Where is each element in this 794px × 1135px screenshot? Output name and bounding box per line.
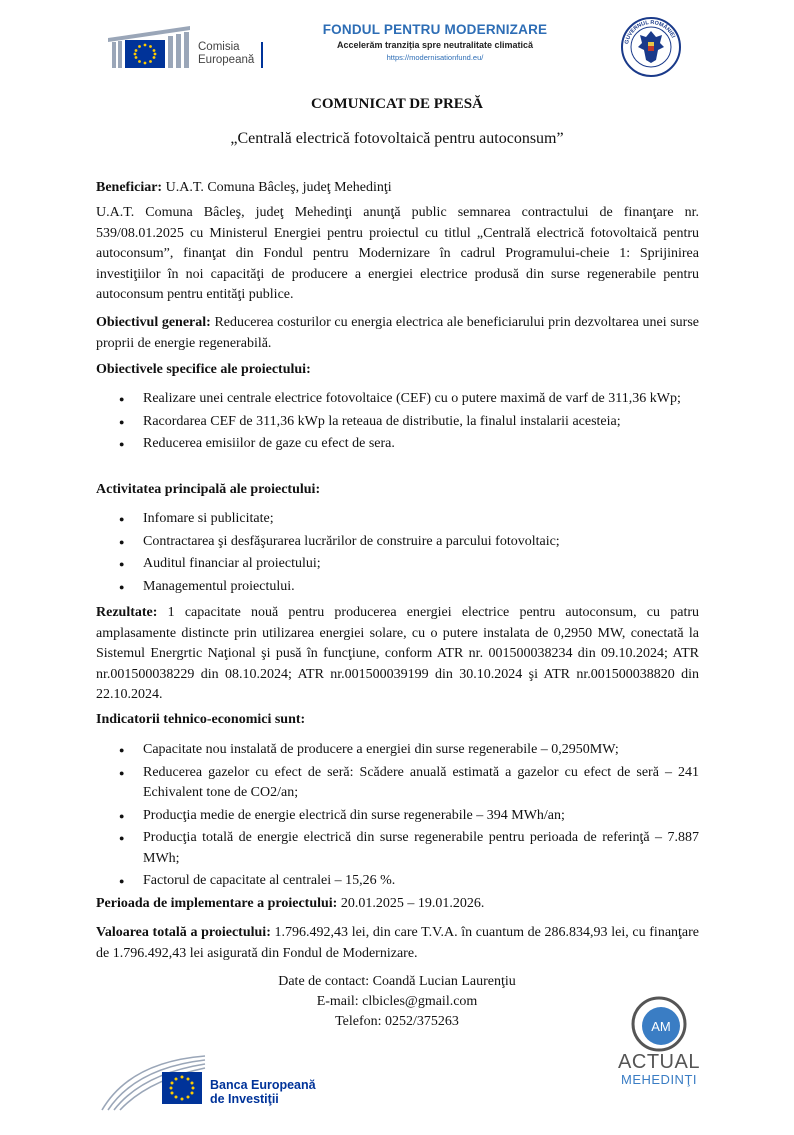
watermark-line2: MEHEDINŢI	[621, 1072, 697, 1087]
eib-logo-line1: Banca Europeană	[210, 1078, 316, 1092]
fund-slogan: Accelerăm tranziția spre neutralitate climatică	[336, 40, 534, 50]
contact-name: Date de contact: Coandă Lucian Laurenţiu	[278, 974, 516, 989]
intro-paragraph: U.A.T. Comuna Bâcleş, judeţ Mehedinţi anunţă public semnarea contractului de finanţare nr. 539/08.01.2025 cu Ministerul Energiei pentru proiectul cu titlul „Centrală electrică fotovoltaică pentru autoconsum”, finanţat din Fondul pentru Modernizare în cadrul Programului-cheie 1: Sprijinirea investiţiilor în noi capacităţi de producere a energiei electrice produsă din surse regenerabile pentru autoconsum pentru entităţi publice.	[96, 205, 699, 302]
indicators-heading: Indicatorii tehnico-economici sunt:	[96, 712, 306, 727]
objective-general-value: Reducerea costurilor cu energia electrica ale beneficiarului prin dezvoltarea unei surse proprii de energie regenerabilă.	[96, 315, 699, 351]
watermark-badge-text: AM	[651, 1019, 671, 1034]
list-item: ● Realizare unei centrale electrice fotovoltaice (CEF) cu o putere maximă de varf de 311,36 kWp;	[96, 389, 699, 410]
government-seal-text	[620, 16, 682, 78]
ec-logo-line1: Comisia	[198, 41, 240, 53]
list-item: ● Reducerea gazelor cu efect de seră: Scădere anuală estimată a gazelor cu efect de seră – 241 Echivalent tone de CO2/an;	[96, 763, 699, 804]
list-item: ● Infomare si publicitate;	[96, 509, 699, 530]
ec-building-icon	[108, 24, 190, 70]
results-value: 1 capacitate nouă pentru producerea energiei electrice pentru autoconsum, cu patru amplasamente distincte prin utilizarea energiei solare, cu o putere instalata de 0,2950 MW, conectată la Sistemul Energrtic Naţional şi pusă în funcţiune, conform ATR nr. 001500038234 din 09.10.2024; ATR nr.001500038229 din 08.10.2024; ATR nr.001500039199 din 30.10.2024 şi ATR nr.001500038820 din 22.10.2024.	[96, 605, 699, 702]
eib-logo	[100, 1052, 340, 1112]
results-paragraph	[96, 603, 699, 706]
svg-text:GUVERNUL ROMÂNIEI	[624, 20, 676, 45]
indicators-list	[96, 740, 699, 894]
implementation-period	[96, 894, 699, 915]
page-subtitle: „Centrală electrică fotovoltaică pentru autoconsum”	[230, 130, 564, 147]
specific-objectives-list	[96, 389, 699, 457]
total-value-paragraph	[96, 923, 699, 964]
list-item: ● Producţia totală de energie electrică din surse regenerabile pentru perioada de referinţă – 7.887 MWh;	[96, 828, 699, 869]
total-value-text: 1.796.492,43 lei, din care T.V.A. în cuantum de 286.834,93 lei, cu finanţare de 1.796.492,43 lei asigurată din Fondul de Modernizare.	[96, 925, 700, 961]
list-item: ● Producţia medie de energie electrică din surse regenerabile – 394 MWh/an;	[96, 806, 699, 827]
list-item: ● Contractarea şi desfăşurarea lucrărilor de construire a parcului fotovoltaic;	[96, 532, 699, 553]
seal-label: GUVERNUL ROMÂNIEI	[624, 19, 676, 45]
list-item: ● Auditul financiar al proiectului;	[96, 554, 699, 575]
contact-email[interactable]: E-mail: clbicles@gmail.com	[316, 994, 478, 1009]
total-value-label: Valoarea totală a proiectului:	[96, 925, 271, 940]
activities-heading: Activitatea principală ale proiectului:	[96, 482, 321, 497]
list-item: ● Capacitate nou instalată de producere a energiei din surse regenerabile – 0,2950MW;	[96, 740, 699, 761]
modernisation-fund-logo	[306, 22, 564, 62]
fund-title: FONDUL PENTRU MODERNIZARE	[322, 22, 548, 37]
objective-general-label: Obiectivul general:	[96, 315, 211, 330]
page-title: COMUNICAT DE PRESĂ	[311, 96, 483, 112]
activities-list	[96, 509, 699, 599]
beneficiar-label: Beneficiar:	[96, 180, 163, 195]
objective-general	[96, 313, 699, 354]
contact-phone: Telefon: 0252/375263	[335, 1014, 459, 1029]
watermark-line1: ACTUAL	[618, 1051, 700, 1073]
list-item: ● Factorul de capacitate al centralei – 15,26 %.	[96, 871, 699, 892]
european-commission-logo	[108, 24, 268, 70]
results-label: Rezultate:	[96, 605, 158, 620]
beneficiar-line	[96, 178, 699, 199]
romanian-government-seal	[620, 16, 682, 78]
list-item: ● Managementul proiectului.	[96, 577, 699, 598]
fund-url: https://modernisationfund.eu/	[386, 53, 484, 62]
eib-logo-line2: de Investiţii	[210, 1092, 279, 1106]
list-item: ● Reducerea emisiilor de gaze cu efect de sera.	[96, 434, 699, 455]
specific-objectives-heading: Obiectivele specifice ale proiectului:	[96, 362, 311, 377]
list-item: ● Racordarea CEF de 311,36 kWp la reteaua de distributie, la finalul instalarii acesteia;	[96, 412, 699, 433]
watermark-badge-icon	[631, 996, 687, 1052]
ec-logo-line2: Europeană	[198, 54, 255, 66]
period-label: Perioada de implementare a proiectului:	[96, 896, 338, 911]
period-value: 20.01.2025 – 19.01.2026.	[337, 896, 485, 911]
beneficiar-value: U.A.T. Comuna Bâcleş, judeţ Mehedinţi	[162, 180, 392, 195]
actual-mehedinti-watermark	[604, 996, 714, 1096]
